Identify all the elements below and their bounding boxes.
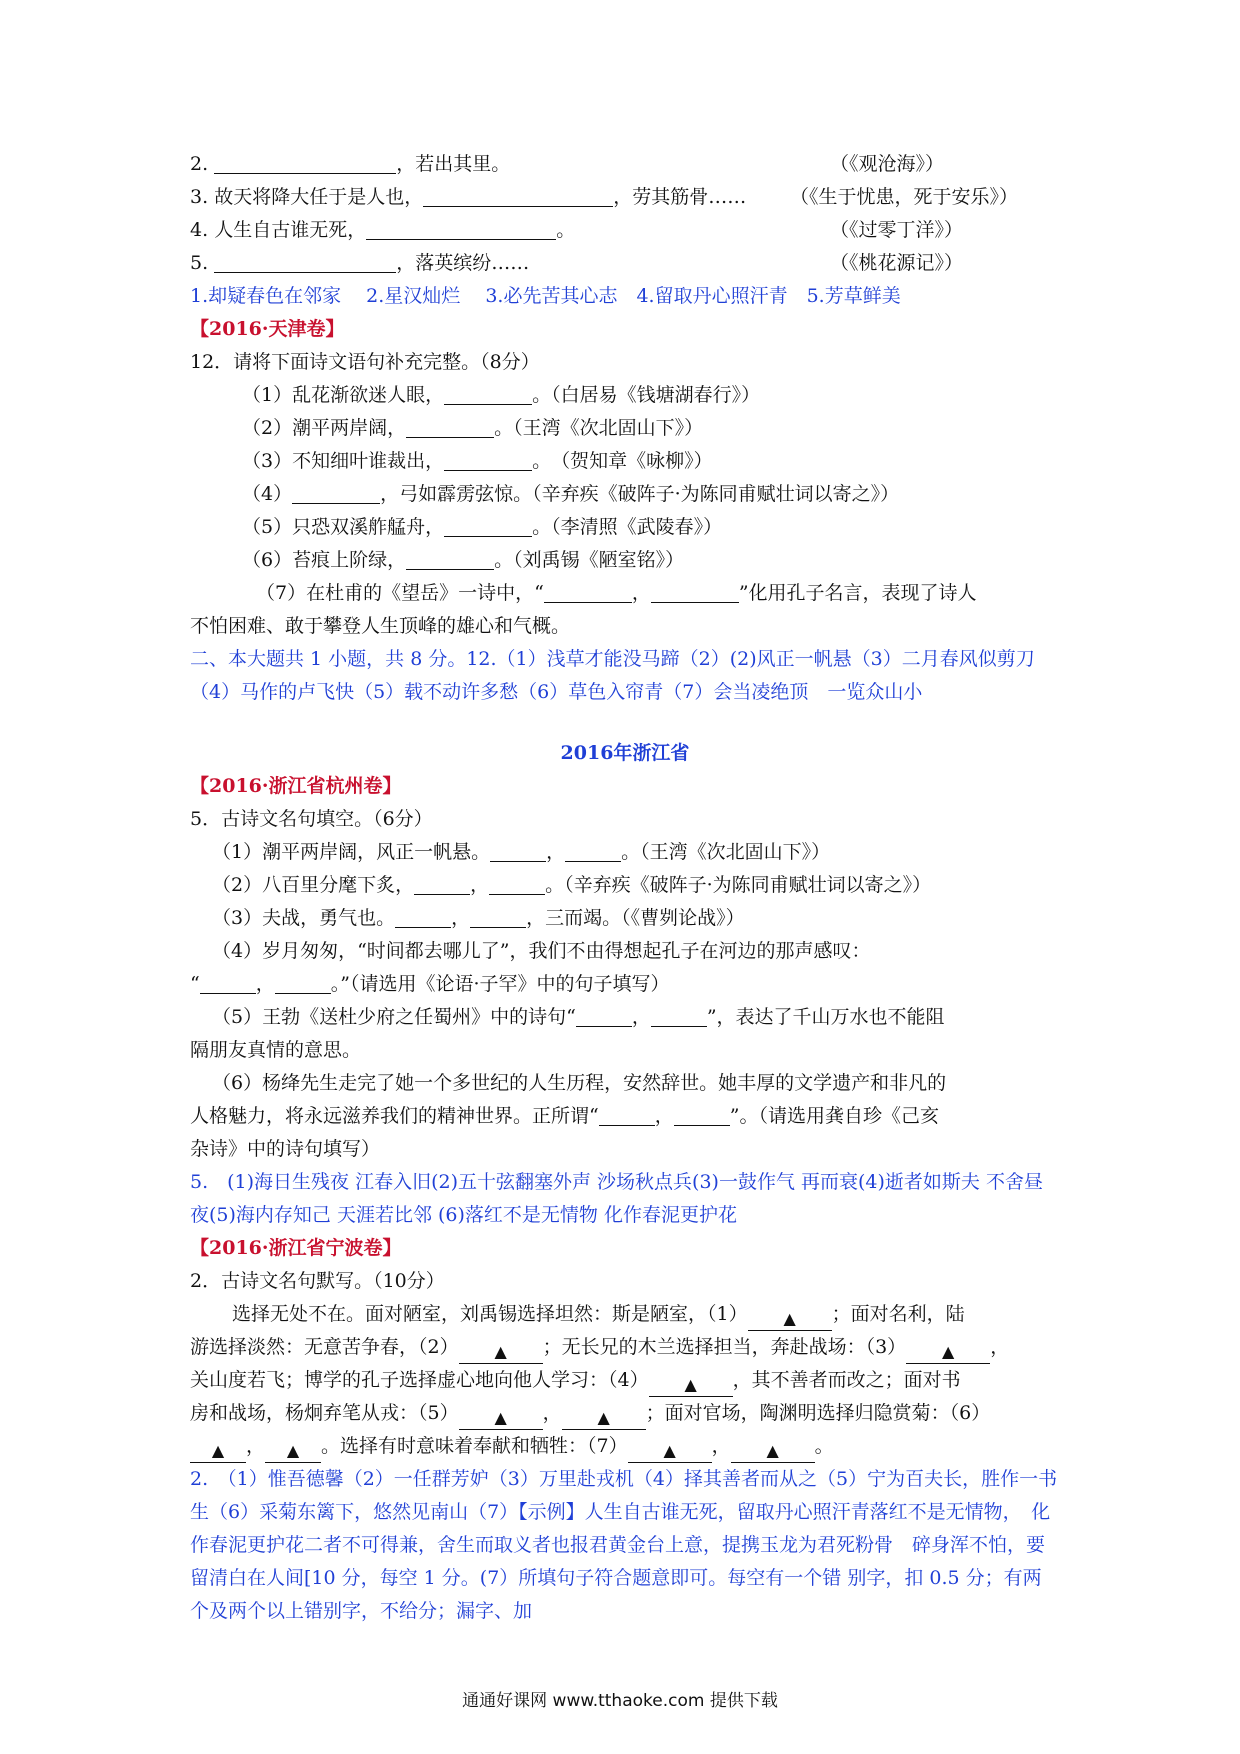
passage-line: 房和战场，杨炯弃笔从戎：（5） ▲ ， ▲ ；面对官场，陶渊明选择归隐赏菊：（6） <box>190 1397 1060 1430</box>
source-note: （《桃花源记》） <box>830 252 964 274</box>
question-item: （7）在杜甫的《望岳》一诗中，“ ， ”化用孔子名言，表现了诗人 <box>256 582 977 604</box>
question-item: （4） ，弓如霹雳弦惊。（辛弃疾《破阵子·为陈同甫赋壮词以寄之》） <box>242 483 900 505</box>
passage-line: 选择无处不在。面对陋室，刘禹锡选择坦然：斯是陋室，（1） ▲ ；面对名利，陆 <box>190 1298 1060 1331</box>
question-item: （5）王勃《送杜少府之任蜀州》中的诗句“ ， ”，表达了千山万水也不能阻 <box>212 1006 945 1028</box>
answer-blank[interactable] <box>214 252 396 273</box>
answer-blank[interactable] <box>214 153 396 174</box>
answer-blank[interactable] <box>544 582 632 603</box>
question-item-cont: 不怕困难、敢于攀登人生顶峰的雄心和气概。 <box>190 615 571 637</box>
question-item-cont: 杂诗》中的诗句填写） <box>190 1138 381 1160</box>
question-item-cont: “ ， 。”（请选用《论语·子罕》中的句子填写） <box>190 973 670 995</box>
triangle-blank[interactable]: ▲ <box>748 1308 832 1331</box>
question-title: 2．古诗文名句默写。（10分） <box>190 1270 445 1292</box>
question-item: （2）潮平两岸阔， 。（王湾《次北固山下》） <box>242 417 704 439</box>
question-item-cont: 人格魅力，将永远滋养我们的精神世界。正所谓“ ， ”。（请选用龚自珍《己亥 <box>190 1105 939 1127</box>
source-note: （《过零丁洋》） <box>830 219 964 241</box>
triangle-blank[interactable]: ▲ <box>459 1341 543 1364</box>
tianjin-answer: 二、本大题共 1 小题，共 8 分。12.（1）浅草才能没马蹄（2）(2)风正一帆悬（3）二月春风似剪刀（4）马作的卢飞快（5）载不动许多愁（6）草色入帘青（7）会当凌绝顶 一览众山小 <box>190 648 1035 703</box>
question-item: （1）乱花渐欲迷人眼， 。（白居易《钱塘湖春行》） <box>242 384 761 406</box>
ningbo-answer: 2. （1）惟吾德馨（2）一任群芳妒（3）万里赴戎机（4）择其善者而从之（5）宁为百夫长，胜作一书生（6）采菊东篱下，悠然见南山（7）【示例】人生自古谁无死，留取丹心照汗青落红不是无情物， 化作春泥更护花二者不可得兼，舍生而取义者也报君黄金台上意，提携玉龙为君死粉骨 碎身浑不怕，要留清白在人间[10 分，每空 1 分。(7）所填句子符合题意即可。每空有一个错 别字，扣 0.5 分；有两个及两个以上错别字，不给分；漏字、加 <box>190 1468 1058 1622</box>
question-item: （6）苔痕上阶绿， 。（刘禹锡《陋室铭》） <box>242 549 685 571</box>
triangle-blank[interactable]: ▲ <box>628 1440 712 1463</box>
triangle-blank[interactable]: ▲ <box>649 1374 733 1397</box>
answer-blank[interactable] <box>444 384 532 405</box>
answer-blank[interactable] <box>395 907 451 928</box>
triangle-blank[interactable]: ▲ <box>459 1407 543 1430</box>
page-footer: 通通好课网 www.tthaoke.com 提供下载 <box>462 1691 778 1711</box>
section-header-hangzhou: 【2016·浙江省杭州卷】 <box>190 775 402 797</box>
question-item: （3）夫战，勇气也。 ， ，三而竭。（《曹刿论战》） <box>212 907 745 929</box>
top-line-5: 5. ，落英缤纷…… （《桃花源记》） <box>190 247 1060 280</box>
answer-blank[interactable] <box>292 483 380 504</box>
triangle-blank[interactable]: ▲ <box>265 1440 321 1463</box>
answer-blank[interactable] <box>674 1105 730 1126</box>
answer-blank[interactable] <box>275 973 331 994</box>
question-item-cont: 隔朋友真情的意思。 <box>190 1039 362 1061</box>
question-item: （2）八百里分麾下炙， ， 。（辛弃疾《破阵子·为陈同甫赋壮词以寄之》） <box>212 874 932 896</box>
triangle-blank[interactable]: ▲ <box>190 1440 246 1463</box>
source-note: （《观沧海》） <box>830 153 945 175</box>
answer-blank[interactable] <box>470 907 526 928</box>
passage-line: 关山度若飞；博学的孔子选择虚心地向他人学习：（4） ▲ ，其不善者而改之；面对书 <box>190 1364 1060 1397</box>
answer-blank[interactable] <box>414 874 470 895</box>
section-header-ningbo: 【2016·浙江省宁波卷】 <box>190 1237 402 1259</box>
triangle-blank[interactable]: ▲ <box>906 1341 990 1364</box>
triangle-blank[interactable]: ▲ <box>731 1440 815 1463</box>
province-title: 2016年浙江省 <box>560 742 690 764</box>
answer-blank[interactable] <box>366 219 556 240</box>
question-item: （1）潮平两岸阔，风正一帆悬。 ， 。（王湾《次北固山下》） <box>212 841 831 863</box>
answer-blank[interactable] <box>490 841 546 862</box>
top-line-3: 3. 故天将降大任于是人也， ，劳其筋骨…… （《生于忧患，死于安乐》） <box>190 181 1060 214</box>
answer-blank[interactable] <box>200 973 256 994</box>
question-item: （5）只恐双溪舴艋舟， 。（李清照《武陵春》） <box>242 516 723 538</box>
answer-blank[interactable] <box>423 186 613 207</box>
answer-blank[interactable] <box>444 450 532 471</box>
answer-blank[interactable] <box>599 1105 655 1126</box>
question-title: 5．古诗文名句填空。（6分） <box>190 808 433 830</box>
answer-blank[interactable] <box>489 874 545 895</box>
question-item: （6）杨绛先生走完了她一个多世纪的人生历程，安然辞世。她丰厚的文学遗产和非凡的 <box>212 1072 947 1094</box>
answer-blank[interactable] <box>406 417 494 438</box>
answer-blank[interactable] <box>406 549 494 570</box>
answer-blank[interactable] <box>576 1006 632 1027</box>
answer-blank[interactable] <box>651 582 739 603</box>
passage-line: 游选择淡然：无意苦争春，（2） ▲ ；无长兄的木兰选择担当，奔赴战场：（3） ▲ ， <box>190 1331 1060 1364</box>
question-title: 12．请将下面诗文语句补充完整。（8分） <box>190 351 540 373</box>
section-header-tianjin: 【2016·天津卷】 <box>190 318 345 340</box>
source-note: （《生于忧患，死于安乐》） <box>790 186 1019 208</box>
answer-blank[interactable] <box>444 516 532 537</box>
passage-line: ▲ ， ▲ 。选择有时意味着奉献和牺牲：（7） ▲ ， ▲ 。 <box>190 1430 1060 1463</box>
top-answer: 1.却疑春色在邻家 2.星汉灿烂 3.必先苦其心志 4.留取丹心照汗青 5.芳草鲜美 <box>190 285 901 307</box>
answer-blank[interactable] <box>651 1006 707 1027</box>
question-item: （3）不知细叶谁裁出， 。 （贺知章《咏柳》） <box>242 450 713 472</box>
triangle-blank[interactable]: ▲ <box>562 1407 646 1430</box>
answer-blank[interactable] <box>565 841 621 862</box>
question-item: （4）岁月匆匆，“时间都去哪儿了”，我们不由得想起孔子在河边的那声感叹： <box>212 940 871 962</box>
document-content <box>190 148 1060 1628</box>
top-line-4: 4. 人生自古谁无死， 。 （《过零丁洋》） <box>190 214 1060 247</box>
hangzhou-answer: 5. (1)海日生残夜 江春入旧(2)五十弦翻塞外声 沙场秋点兵(3)一鼓作气 再而衰(4)逝者如斯夫 不舍昼夜(5)海内存知己 天涯若比邻 (6)落红不是无情物 化作春泥更护花 <box>190 1171 1043 1226</box>
top-line-2: 2. ，若出其里。 （《观沧海》） <box>190 148 1060 181</box>
